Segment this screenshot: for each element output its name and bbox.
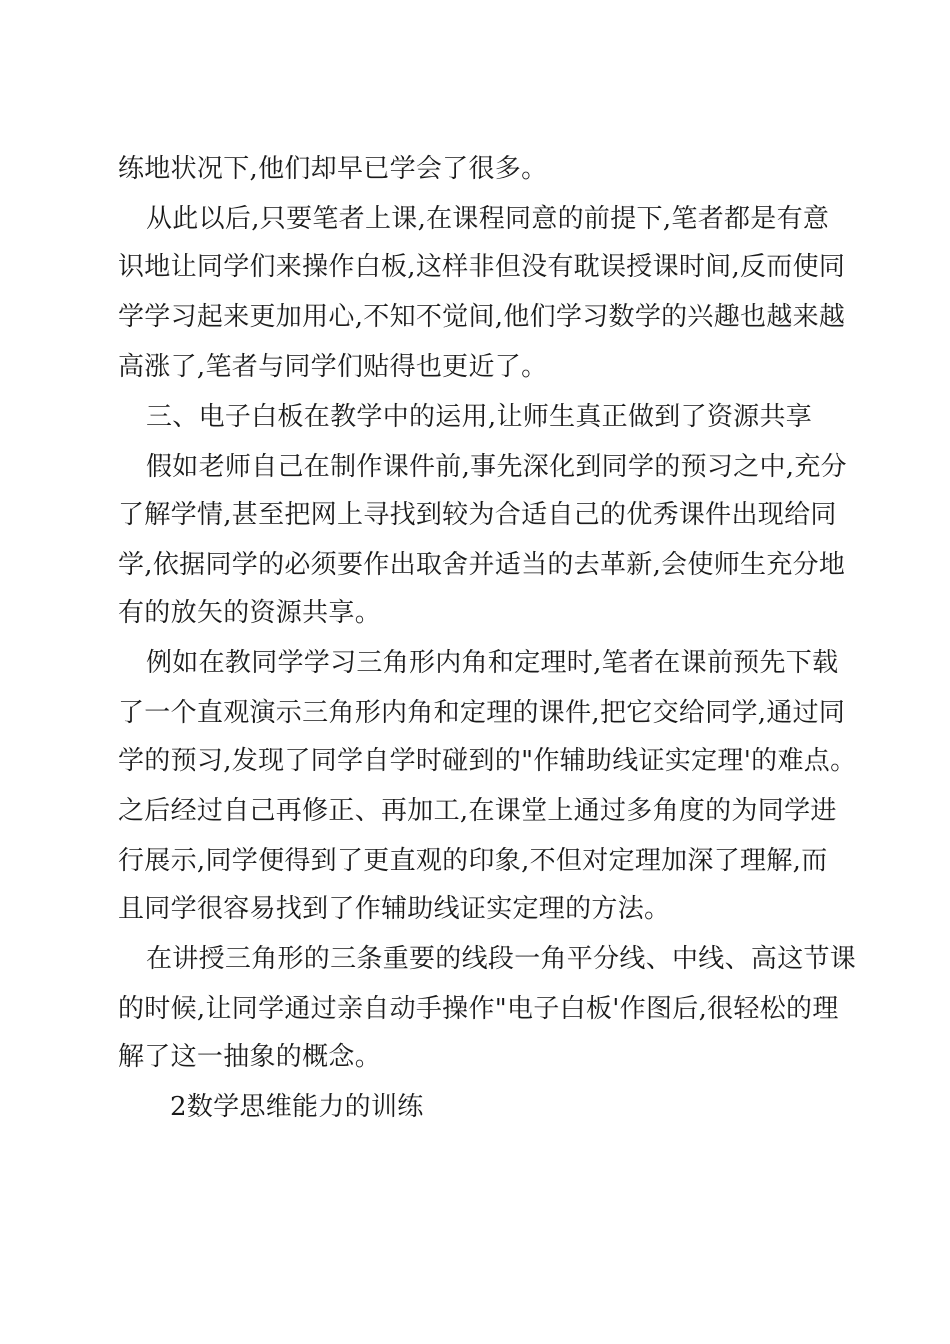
text-line: 从此以后,只要笔者上课,在课程同意的前提下,笔者都是有意: [146, 204, 830, 234]
section-heading: 三、电子白板在教学中的运用,让师生真正做到了资源共享: [146, 402, 813, 432]
text-line: 的时候,让同学通过亲自动手操作"电子白板'作图后,很轻松的理: [118, 994, 839, 1024]
text-line: 例如在教同学学习三角形内角和定理时,笔者在课前预先下载: [146, 648, 839, 678]
text-line: 有的放矢的资源共享。: [118, 598, 382, 628]
text-line: 识地让同学们来操作白板,这样非但没有耽误授课时间,反而使同: [118, 252, 846, 282]
text-line: 了解学情,甚至把网上寻找到较为合适自己的优秀课件出现给同: [118, 500, 837, 530]
subsection-heading: 2数学思维能力的训练: [170, 1092, 424, 1122]
text-line: 学的预习,发现了同学自学时碰到的"作辅助线证实定理'的难点。: [118, 746, 857, 776]
text-line: 练地状况下,他们却早已学会了很多。: [118, 154, 548, 184]
text-line: 且同学很容易找到了作辅助线证实定理的方法。: [118, 894, 671, 924]
text-line: 解了这一抽象的概念。: [118, 1042, 382, 1072]
text-line: 假如老师自己在制作课件前,事先深化到同学的预习之中,充分: [146, 452, 847, 482]
text-line: 行展示,同学便得到了更直观的印象,不但对定理加深了理解,而: [118, 846, 828, 876]
text-line: 在讲授三角形的三条重要的线段一角平分线、中线、高这节课: [146, 944, 857, 974]
text-line: 之后经过自己再修正、再加工,在课堂上通过多角度的为同学进: [118, 796, 837, 826]
text-line: 学学习起来更加用心,不知不觉间,他们学习数学的兴趣也越来越: [118, 302, 846, 332]
text-line: 了一个直观演示三角形内角和定理的课件,把它交给同学,通过同: [118, 698, 846, 728]
text-line: 学,依据同学的必须要作出取舍并适当的去革新,会使师生充分地: [118, 550, 846, 580]
text-line: 高涨了,笔者与同学们贴得也更近了。: [118, 352, 548, 382]
